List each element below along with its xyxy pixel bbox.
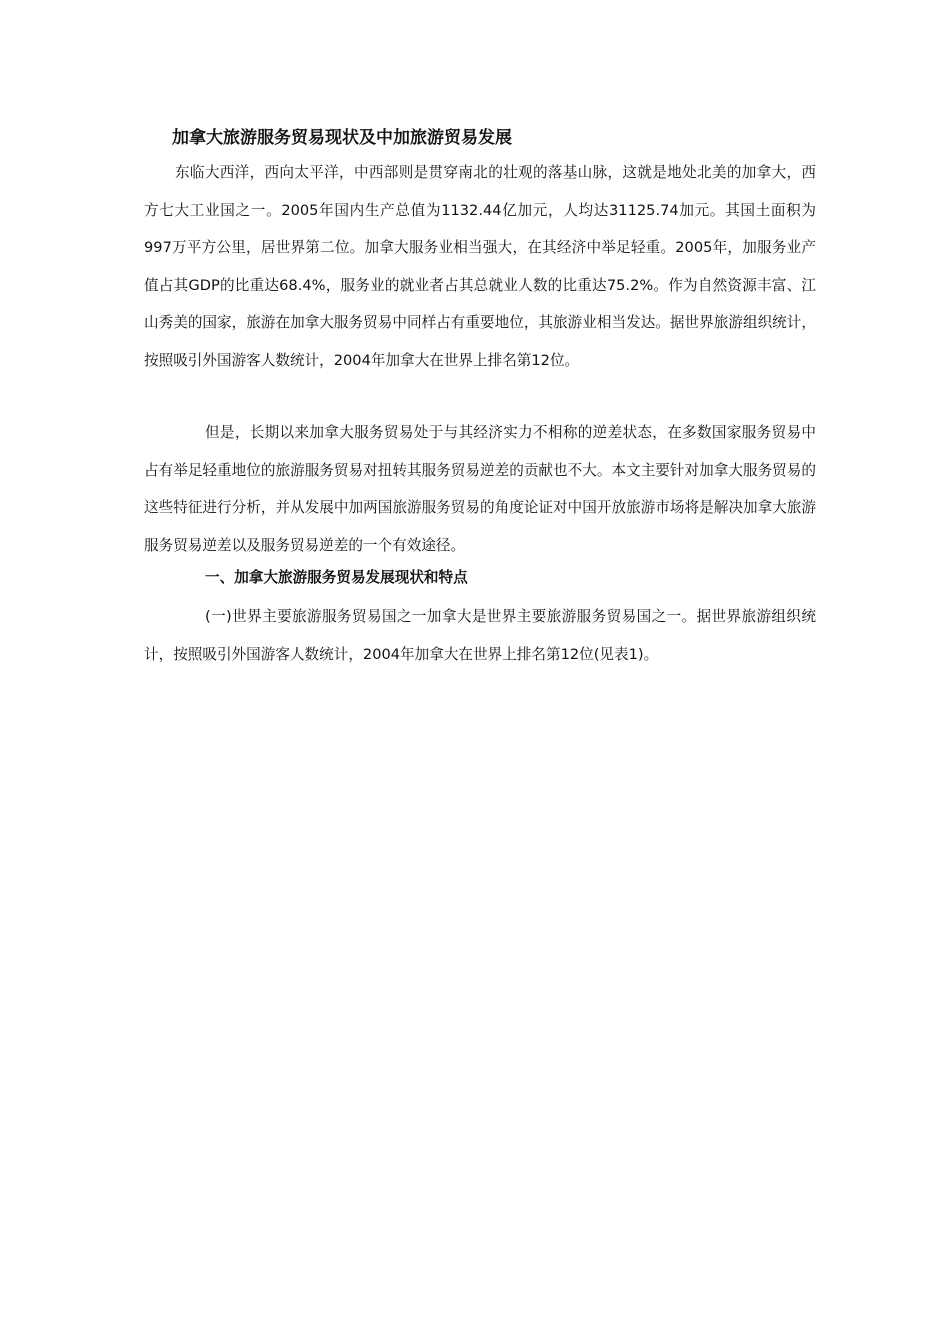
paragraph-deficit: 但是，长期以来加拿大服务贸易处于与其经济实力不相称的逆差状态，在多数国家服务贸易中占有举足轻重地位的旅游服务贸易对扭转其服务贸易逆差的贡献也不大。本文主要针对加拿大服务贸易的这些特征进行分析，并从发展中加两国旅游服务贸易的角度论证对中国开放旅游市场将是解决加拿大旅游服务贸易逆差以及服务贸易逆差的一个有效途径。 [144, 424, 816, 554]
paragraph-intro: 东临大西洋，西向太平洋，中西部则是贯穿南北的壮观的落基山脉，这就是地处北美的加拿大，西方七大工业国之一。2005年国内生产总值为1132.44亿加元，人均达31125.74加元。其国土面积为997万平方公里，居世界第二位。加拿大服务业相当强大，在其经济中举足轻重。2005年，加服务业产值占其GDP的比重达68.4%，服务业的就业者占其总就业人数的比重达75.2%。作为自然资源丰富、江山秀美的国家，旅游在加拿大服务贸易中同样占有重要地位，其旅游业相当发达。据世界旅游组织统计，按照吸引外国游客人数统计，2004年加拿大在世界上排名第12位。 [144, 164, 816, 369]
paragraph-ranking: (一)世界主要旅游服务贸易国之一加拿大是世界主要旅游服务贸易国之一。据世界旅游组织统计，按照吸引外国游客人数统计，2004年加拿大在世界上排名第12位(见表1)。 [144, 608, 816, 663]
document-title: 加拿大旅游服务贸易现状及中加旅游贸易发展 [172, 128, 512, 148]
section-heading: 一、加拿大旅游服务贸易发展现状和特点 [205, 569, 468, 586]
